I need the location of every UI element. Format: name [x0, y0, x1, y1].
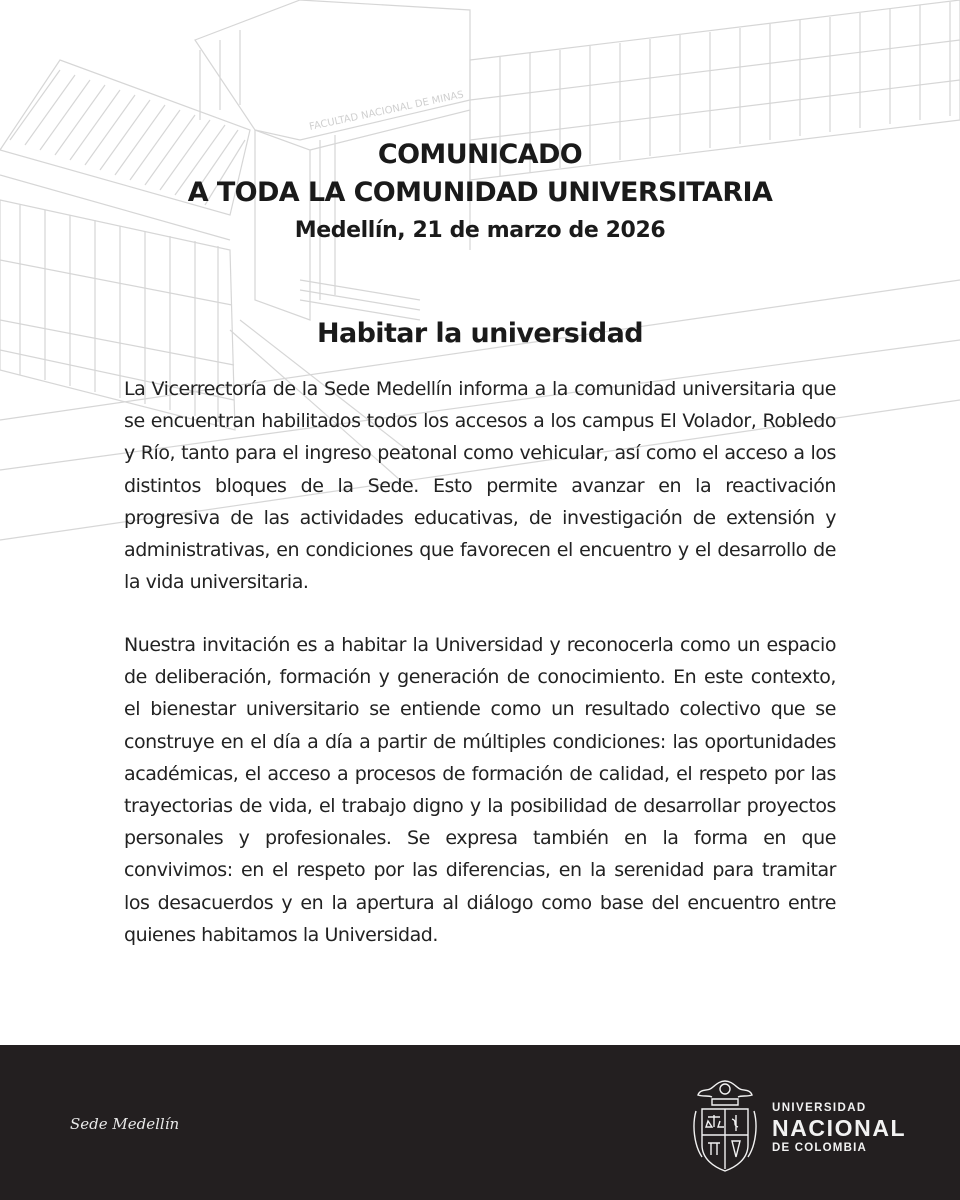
- logo-line-2: NACIONAL: [772, 1115, 907, 1141]
- title-line-1: COMUNICADO: [377, 139, 583, 170]
- footer-location: Sede Medellín: [70, 1115, 180, 1133]
- document-header: [0, 136, 960, 248]
- university-seal-icon: [690, 1075, 760, 1175]
- body-paragraph-2: Nuestra invitación es a habitar la Universidad y reconocerla como un espacio de deliberación, formación y generación de conocimiento. En este contexto, el bienestar universitario se entiende como un resultado colectivo que se construye en el día a día a partir de múltiples condiciones: las oportunidades académicas, el acceso a procesos de formación de calidad, el respeto por las trayectorias de vida, el trabajo digno y la posibilidad de desarrollar proyectos personales y profesionales. Se expresa también en la forma en que convivimos: en el respeto por las diferencias, en la serenidad para tramitar los desacuerdos y en la apertura al diálogo como base del encuentro entre quienes habitamos la Universidad.: [124, 634, 836, 946]
- building-sign: FACULTAD NACIONAL DE MINAS: [308, 89, 465, 133]
- title-line-2: A TODA LA COMUNIDAD UNIVERSITARIA: [187, 177, 773, 208]
- university-logo-text: [772, 1101, 906, 1155]
- footer-bar: [0, 1045, 960, 1200]
- document-date: Medellín, 21 de marzo de 2026: [294, 218, 666, 243]
- logo-line-3: DE COLOMBIA: [772, 1142, 867, 1154]
- logo-line-1: UNIVERSIDAD: [772, 1102, 867, 1114]
- section-title: Habitar la universidad: [316, 318, 644, 349]
- body-paragraph-1: La Vicerrectoría de la Sede Medellín informa a la comunidad universitaria que se encuentran habilitados todos los accesos a los campus El Volador, Robledo y Río, tanto para el ingreso peatonal como vehicular, así como el acceso a los distintos bloques de la Sede. Esto permite avanzar en la reactivación progresiva de las actividades educativas, de investigación de extensión y administrativas, en condiciones que favorecen el encuentro y el desarrollo de la vida universitaria.: [124, 378, 836, 594]
